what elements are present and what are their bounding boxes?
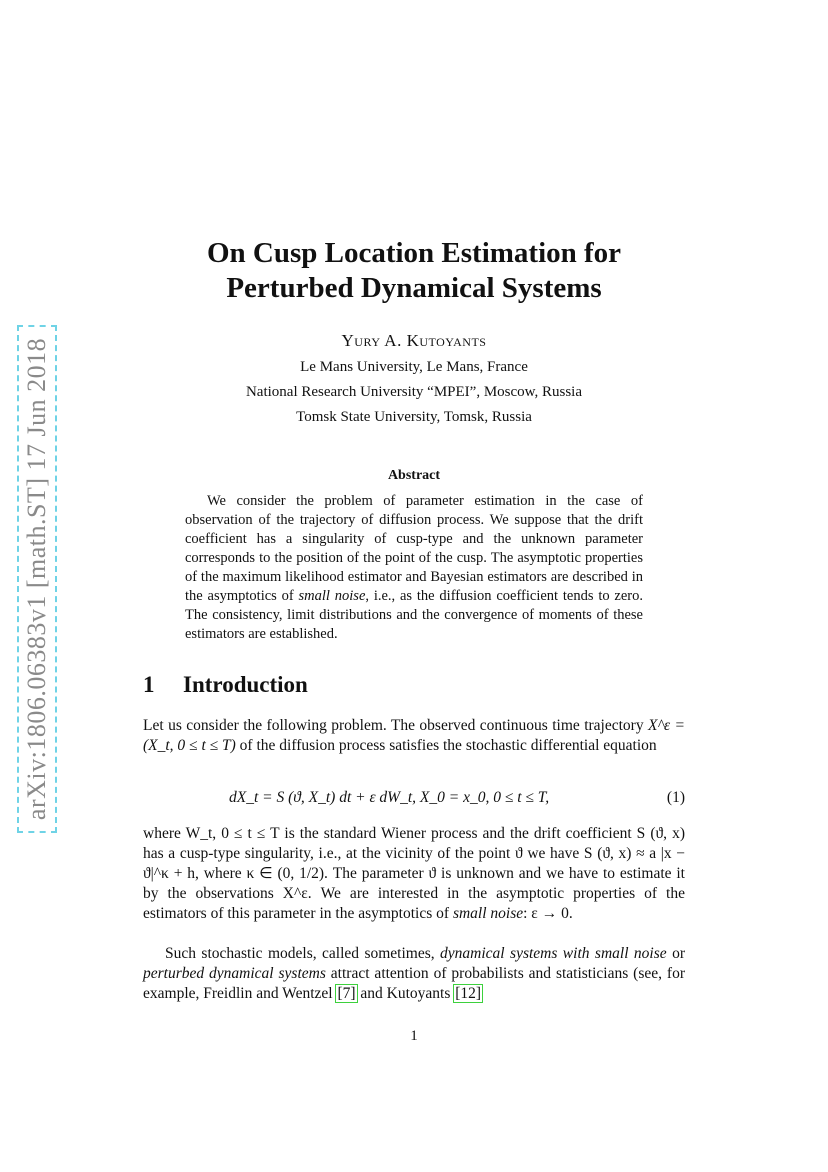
para2-emphasis: small noise bbox=[452, 905, 524, 922]
equation-body: dX_t = S (ϑ, X_t) dt + ε dW_t, X_0 = x_0, 0 ≤ t ≤ T, bbox=[229, 789, 550, 806]
abstract-heading: Abstract bbox=[387, 468, 441, 483]
para3-text-a: Such stochastic models, called sometimes, bbox=[165, 945, 441, 962]
para3-emphasis-2: perturbed dynamical systems bbox=[143, 965, 326, 982]
abstract-part-2: , i.e., as the diffusion coefficient tends to zero. The consistency, limit distributions and the convergence of moments of these estimators are established. bbox=[185, 588, 643, 642]
paragraph-2 bbox=[143, 824, 685, 924]
author-name: Yury A. Kutoyants bbox=[341, 331, 487, 350]
section-number: 1 bbox=[143, 672, 155, 697]
abstract-part-1: We consider the problem of parameter estimation in the case of observation of the trajectory of diffusion process. We suppose that the drift coefficient has a singularity of cusp-type and the unknown parameter corresponds to the position of the point of the cusp. The asymptotic properties of the maximum likelihood estimator and Bayesian estimators are described in the asymptotics of bbox=[185, 493, 643, 604]
para3-text-c: attract attention of probabilists and statisticians (see, for example, Freidlin and Wentzel bbox=[143, 965, 685, 1002]
section-title: Introduction bbox=[183, 672, 308, 697]
affiliation-3: Tomsk State University, Tomsk, Russia bbox=[296, 409, 532, 425]
arxiv-identifier[interactable]: arXiv:1806.06383v1 [math.ST] 17 Jun 2018 bbox=[22, 337, 51, 821]
paragraph-3 bbox=[143, 944, 685, 1004]
paragraph-1 bbox=[143, 716, 685, 756]
para3-text-b: or bbox=[666, 945, 685, 962]
affiliation-2: National Research University “MPEI”, Moscow, Russia bbox=[245, 384, 583, 400]
title-line-2: Perturbed Dynamical Systems bbox=[226, 272, 602, 304]
abstract-text bbox=[185, 492, 643, 644]
citation-link-12[interactable]: [12] bbox=[455, 985, 482, 1002]
section-heading bbox=[143, 672, 308, 698]
page-number: 1 bbox=[410, 1028, 418, 1044]
paper-title bbox=[0, 236, 828, 306]
citation-link-7[interactable]: [7] bbox=[337, 985, 356, 1002]
para1-text-b: of the diffusion process satisfies the stochastic differential equation bbox=[235, 737, 657, 754]
para2-text-a: where W_t, 0 ≤ t ≤ T is the standard Wiener process and the drift coefficient S (ϑ, x) has a cusp-type singularity, i.e., at the vicinity of the point ϑ we have S (ϑ, x) ≈ a |x − ϑ|^κ + h, where κ ∈ (0, 1/2). The parameter ϑ is unknown and we have to estimate it by the observations X^ε. We are interested in the asymptotic properties of the estimators of this parameter in the asymptotics of bbox=[143, 825, 685, 922]
affiliation-1: Le Mans University, Le Mans, France bbox=[300, 359, 528, 375]
abstract-emphasis: small noise bbox=[298, 588, 366, 604]
title-line-1: On Cusp Location Estimation for bbox=[206, 237, 622, 269]
equation-1 bbox=[143, 789, 685, 811]
para1-math: X^ε = (X_t, 0 ≤ t ≤ T) bbox=[143, 717, 685, 754]
equation-number: (1) bbox=[666, 789, 685, 806]
para2-text-b: : ε → 0. bbox=[523, 905, 573, 922]
para3-emphasis-1: dynamical systems with small noise bbox=[440, 945, 667, 962]
para3-text-d: and Kutoyants bbox=[356, 985, 455, 1002]
para1-text-a: Let us consider the following problem. The observed continuous time trajectory bbox=[143, 717, 648, 734]
